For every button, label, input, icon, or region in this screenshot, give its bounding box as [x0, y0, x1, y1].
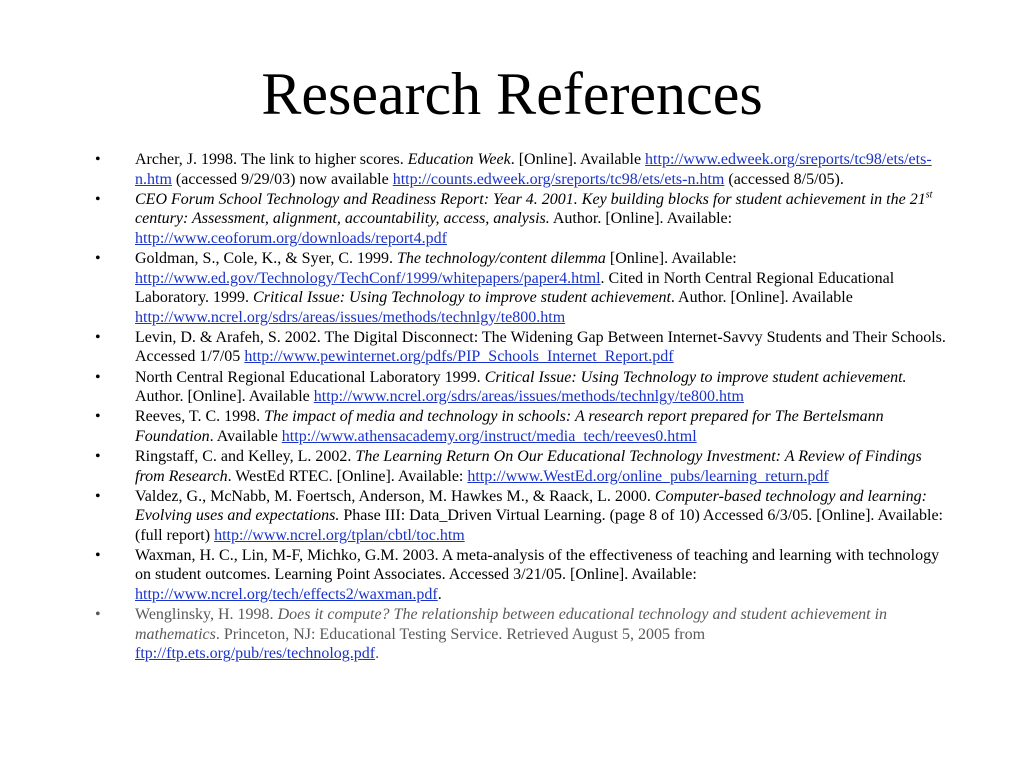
reference-item [95, 447, 950, 486]
reference-item [95, 546, 950, 605]
bullet-icon: • [95, 328, 101, 346]
reference-text: (accessed 8/5/05). [724, 170, 844, 188]
reference-item [95, 368, 950, 407]
reference-link[interactable]: http://www.ncrel.org/sdrs/areas/issues/methods/technlgy/te800.htm [135, 308, 566, 326]
reference-title-text: The impact of media and technology in schools: A research report prepared for The Bertelsmann Foundation [135, 408, 884, 445]
reference-text: . Cited in North Central Regional Educational Laboratory. 1999. [135, 269, 895, 307]
reference-link[interactable]: http://www.ed.gov/Technology/TechConf/1999/whitepapers/paper4.html [135, 269, 601, 287]
bullet-icon: • [95, 151, 101, 168]
reference-title-text: century: Assessment, alignment, accountability, access, analysis. [135, 210, 550, 228]
reference-title-text: The Learning Return On Our Educational Technology Investment: A Review of Findings from Research [135, 447, 922, 485]
reference-item [95, 249, 950, 327]
reference-link[interactable]: http://www.edweek.org/sreports/tc98/ets/ets-n.htm [135, 151, 932, 188]
bullet-icon: • [95, 606, 101, 624]
reference-link[interactable]: http://www.WestEd.org/online_pubs/learning_return.pdf [467, 467, 829, 485]
reference-text: [Online]. Available: [605, 249, 737, 267]
reference-link[interactable]: http://www.ncrel.org/tplan/cbtl/toc.htm [214, 526, 465, 544]
reference-text: (accessed 9/29/03) now available [171, 170, 393, 188]
bullet-icon: • [95, 368, 101, 386]
reference-text: Goldman, S., Cole, K., & Syer, C. 1999. [135, 249, 398, 267]
reference-item [95, 487, 950, 546]
reference-item [95, 605, 950, 664]
reference-title-text: The technology/content dilemma [397, 249, 606, 267]
reference-link[interactable]: http://www.ncrel.org/tech/effects2/waxman.pdf [135, 586, 438, 604]
superscript-text: st [925, 189, 933, 201]
reference-text: Author. [Online]. Available: [549, 210, 733, 228]
slide-title: Research References [261, 61, 763, 127]
reference-text: Author. [Online]. Available [135, 388, 314, 406]
reference-text: . Author. [Online]. Available [670, 289, 853, 307]
reference-link[interactable]: http://www.ceoforum.org/downloads/report4.pdf [135, 229, 447, 247]
bullet-icon: • [95, 546, 101, 564]
reference-link[interactable]: http://www.pewinternet.org/pdfs/PIP_Schools_Internet_Report.pdf [244, 348, 674, 366]
reference-text: Levin, D. & Arafeh, S. 2002. The Digital Disconnect: The Widening Gap Between Internet-Savvy Students and Their Schools. Accessed 1/7/05 [135, 328, 946, 366]
bullet-icon: • [95, 190, 101, 208]
bullet-icon: • [95, 487, 101, 505]
reference-link[interactable]: http://counts.edweek.org/sreports/tc98/ets/ets-n.htm [392, 170, 725, 188]
reference-text: Reeves, T. C. 1998. [135, 408, 265, 426]
reference-item [95, 150, 950, 189]
reference-text: Valdez, G., McNabb, M. Foertsch, Anderson, M. Hawkes M., & Raack, L. 2000. [135, 487, 655, 505]
reference-text: Phase III: Data_Driven Virtual Learning. (page 8 of 10) Accessed 6/3/05. [Online]. Available: (full report) [135, 507, 943, 544]
reference-text: . [375, 645, 380, 663]
reference-link[interactable]: http://www.ncrel.org/sdrs/areas/issues/methods/technlgy/te800.htm [313, 388, 744, 406]
reference-title-text: Does it compute? The relationship between educational technology and student achievement in mathematics [135, 606, 888, 643]
reference-item [95, 190, 950, 249]
reference-link[interactable]: ftp://ftp.ets.org/pub/res/technolog.pdf [135, 645, 376, 663]
reference-text: Waxman, H. C., Lin, M-F, Michko, G.M. 2003. A meta-analysis of the effectiveness of teaching and learning with technology on student outcomes. Learning Point Associates. Accessed 3/21/05. [Online]. Available: [135, 546, 940, 584]
reference-title-text: Critical Issue: Using Technology to improve student achievement. [484, 368, 907, 386]
reference-link[interactable]: http://www.athensacademy.org/instruct/media_tech/reeves0.html [281, 427, 697, 445]
reference-text: . WestEd RTEC. [Online]. Available: [227, 467, 468, 485]
bullet-icon: • [95, 249, 101, 267]
reference-title-text: CEO Forum School Technology and Readiness Report: Year 4. 2001. Key building blocks for student achievement in the 21 [135, 190, 926, 208]
reference-title-text: Education Week [407, 151, 511, 168]
reference-text: . Available [209, 427, 282, 445]
bullet-icon: • [95, 447, 101, 465]
reference-title-text: Critical Issue: Using Technology to improve student achievement [253, 289, 671, 307]
reference-text: Wenglinsky, H. 1998. [135, 606, 278, 624]
reference-text: . Princeton, NJ: Educational Testing Service. Retrieved August 5, 2005 from [215, 625, 706, 643]
reference-text: Ringstaff, C. and Kelley, L. 2002. [135, 447, 356, 465]
reference-text: . [Online]. Available [510, 151, 646, 168]
bullet-icon: • [95, 408, 101, 426]
reference-text: North Central Regional Educational Laboratory 1999. [135, 368, 485, 386]
reference-text: . [437, 586, 442, 604]
reference-text: Archer, J. 1998. The link to higher scores. [135, 151, 408, 168]
reference-item [95, 407, 950, 446]
reference-title-text: Computer-based technology and learning: Evolving uses and expectations. [135, 487, 927, 525]
reference-item [95, 328, 950, 367]
reference-list [95, 150, 950, 664]
